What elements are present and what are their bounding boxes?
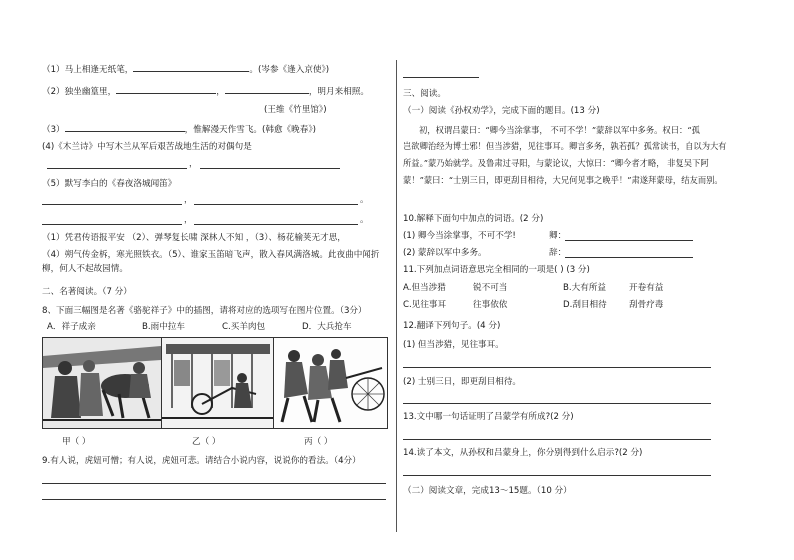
q11-option-d-pair: 刮骨疗毒 bbox=[629, 300, 664, 310]
answer-blank[interactable] bbox=[225, 84, 309, 94]
picture-label-bing[interactable]: 丙（ ） bbox=[304, 437, 333, 447]
q10-text: 10.解释下面句中加点的词语。(2 分) bbox=[403, 214, 544, 224]
illustration-jia bbox=[43, 338, 161, 428]
reading-2-title: （二）阅读文章，完成13～15题。（10 分） bbox=[403, 486, 572, 496]
q1-error-line-2: （4）朔气传金柝，寒光照铁衣。（5）、谁家玉笛暗飞声，散入春风满洛城。此夜曲中闻折柳，何人不起故园情。 bbox=[42, 250, 380, 274]
q8-option-d: D．大兵抢车 bbox=[302, 322, 352, 332]
q1-item3-source: ，惟解漫天作雪飞。(韩愈《晚春》) bbox=[184, 125, 316, 135]
q11-option-b[interactable]: B.大有所益 bbox=[563, 283, 607, 293]
column-divider bbox=[396, 60, 397, 532]
q12-item-1: (1) 但当涉猎，见往事耳。 bbox=[403, 340, 504, 350]
section-3-title: 三、阅读。 bbox=[403, 89, 446, 99]
answer-blank[interactable] bbox=[65, 122, 185, 132]
answer-blank[interactable] bbox=[194, 204, 358, 205]
answer-blank[interactable] bbox=[565, 240, 693, 241]
answer-blank[interactable] bbox=[116, 84, 216, 94]
answer-blank[interactable] bbox=[403, 77, 479, 78]
q1-item2-tail: ，明月来相照。 bbox=[308, 87, 369, 97]
q11-option-a-pair: 锐不可当 bbox=[473, 283, 508, 293]
q10-word-1: 卿： bbox=[549, 231, 567, 241]
answer-line[interactable] bbox=[403, 403, 711, 404]
illustrations bbox=[42, 337, 388, 429]
q11-option-c-pair: 往事依依 bbox=[473, 300, 508, 310]
q1-item1-text: （1）马上相逢无纸笔， bbox=[42, 65, 134, 75]
illustration-bing bbox=[273, 338, 388, 428]
answer-line[interactable] bbox=[42, 499, 386, 500]
answer-line[interactable] bbox=[403, 367, 711, 368]
passage-line: 岂欲卿治经为博士邪！但当涉猎，见往事耳。卿言多务，孰若孤？孤常读书，自以为大有 bbox=[403, 141, 727, 151]
answer-line[interactable] bbox=[403, 475, 711, 476]
answer-line[interactable] bbox=[403, 439, 711, 440]
q11-text: 11.下列加点词语意思完全相同的一项是( ) (3 分) bbox=[403, 265, 590, 275]
q12-item-2: (2) 士别三日，即更刮目相待。 bbox=[403, 377, 522, 387]
q10-word-2: 辞： bbox=[549, 248, 567, 258]
illustration-yi bbox=[161, 338, 274, 428]
comma: ， bbox=[184, 215, 193, 225]
q1-error-line-1: （1）凭君传语报平安 （2）、弹琴复长啸 深林人不知 ，（3）、杨花榆荚无才思， bbox=[42, 233, 346, 243]
passage-line: 所益。”蒙乃始就学。及鲁肃过寻阳，与蒙论议，大惊曰：“卿今者才略， 非复吴下阿 bbox=[403, 158, 709, 168]
q1-item1-source: 。(岑参《逢入京使》) bbox=[249, 65, 330, 75]
comma: ， bbox=[189, 159, 198, 169]
reading-1-title: （一）阅读《孙权劝学》，完成下面的题目。(13 分) bbox=[403, 106, 600, 116]
answer-blank[interactable] bbox=[200, 168, 340, 169]
q8-option-c: C.买羊肉包 bbox=[222, 322, 266, 332]
q12-text: 12.翻译下列句子。(4 分) bbox=[403, 321, 501, 331]
answer-line[interactable] bbox=[42, 483, 386, 484]
q1-item2-comma: ， bbox=[216, 87, 225, 97]
q10-item-1: (1) 卿今当涂掌事，不可不学! bbox=[403, 231, 516, 241]
picture-label-jia[interactable]: 甲（ ） bbox=[62, 437, 91, 447]
q13-text: 13.文中哪一句话证明了吕蒙学有所成?(2 分) bbox=[403, 412, 574, 422]
q14-text: 14.读了本文，从孙权和吕蒙身上，你分别得到什么启示?(2 分) bbox=[403, 448, 643, 458]
q11-option-a[interactable]: A.但当涉猎 bbox=[403, 283, 446, 293]
answer-blank[interactable] bbox=[194, 224, 358, 225]
q11-option-d[interactable]: D.刮目相待 bbox=[563, 300, 607, 310]
q9-text: 9.有人说，虎妞可憎；有人说，虎妞可悲。请结合小说内容，说说你的看法。（4分） bbox=[42, 456, 361, 466]
answer-blank[interactable] bbox=[42, 204, 182, 205]
q10-item-2: (2) 蒙辞以军中多务。 bbox=[403, 248, 487, 258]
answer-blank[interactable] bbox=[47, 168, 187, 169]
passage-line: 初，权谓吕蒙曰：“卿今当涂掌事， 不可不学！”蒙辞以军中多务。权曰：“孤 bbox=[419, 125, 700, 135]
section-2-title: 二、名著阅读。（7 分） bbox=[42, 287, 132, 297]
comma: ， bbox=[184, 195, 193, 205]
q8-option-b: B.雨中拉车 bbox=[142, 322, 186, 332]
q1-item2 bbox=[42, 84, 369, 98]
q8-option-a: A．祥子成亲 bbox=[47, 322, 96, 332]
answer-blank[interactable] bbox=[133, 62, 249, 72]
picture-label-yi[interactable]: 乙（ ） bbox=[192, 437, 221, 447]
passage-line: 蒙！”蒙曰：“士别三日，即更刮目相待，大兄何见事之晚乎！”肃遂拜蒙母，结友而别。 bbox=[403, 175, 723, 185]
q1-item2-text: （2）独坐幽篁里， bbox=[42, 87, 117, 97]
q1-item1 bbox=[42, 62, 329, 76]
period: 。 bbox=[360, 195, 369, 205]
q1-item3 bbox=[42, 122, 316, 136]
q11-option-c[interactable]: C.见往事耳 bbox=[403, 300, 447, 310]
answer-blank[interactable] bbox=[42, 224, 182, 225]
period: 。 bbox=[360, 215, 369, 225]
q11-option-b-pair: 开卷有益 bbox=[629, 283, 664, 293]
answer-blank[interactable] bbox=[565, 257, 693, 258]
q1-item3-text: （3） bbox=[42, 125, 65, 135]
q1-item4-text: (4)《木兰诗》中写木兰从军后艰苦战地生活的对偶句是 bbox=[42, 142, 252, 152]
q8-text: 8、下面三幅图是名著《骆驼祥子》中的插图，请将对应的选项写在图片位置。（3分） bbox=[42, 306, 367, 316]
q1-item5-text: （5）默写李白的《春夜洛城闻笛》 bbox=[42, 179, 177, 189]
q1-item2-source: (王维《竹里馆》) bbox=[264, 105, 327, 115]
